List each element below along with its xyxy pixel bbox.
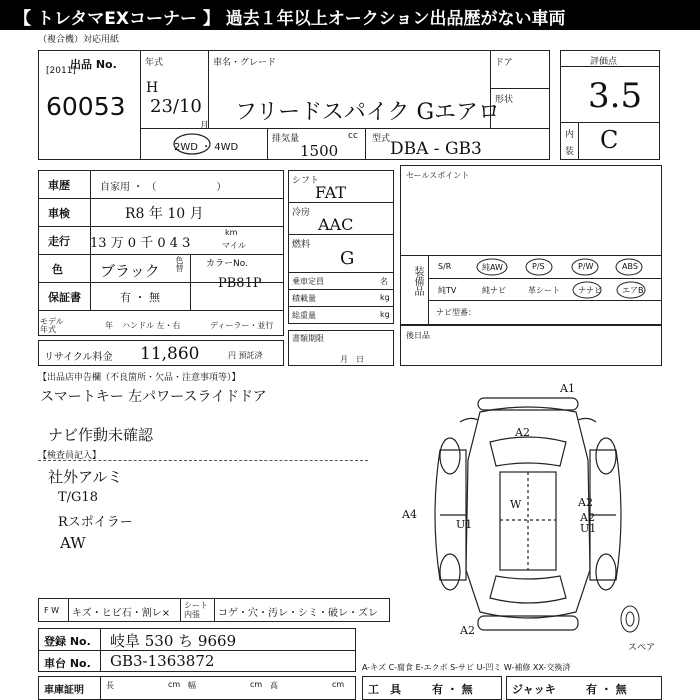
- diagram-mark-1: A1: [560, 382, 575, 395]
- diagram-windshield: [490, 437, 566, 466]
- dealer-options: ディーラー・並行: [210, 321, 274, 330]
- year-era: H: [146, 80, 159, 96]
- model-year-unit: 年: [105, 321, 113, 330]
- diagram-rear-window: [490, 576, 566, 603]
- equip-navi: 純ナビ: [482, 286, 506, 295]
- lot-label: 出品 No.: [70, 58, 117, 71]
- diagram-mark-9: A2: [460, 624, 475, 637]
- aircon-value: AAC: [318, 215, 354, 234]
- equip-tv: 純TV: [438, 286, 457, 295]
- load-unit: kg: [380, 293, 390, 302]
- equip-sr: S/R: [438, 262, 452, 271]
- color-no-label: カラーNo.: [206, 259, 248, 269]
- mileage-unit-km: km: [225, 228, 238, 237]
- diagram-mark-6: W: [510, 498, 522, 511]
- weight-unit: kg: [380, 310, 390, 319]
- color-side: 色替: [175, 256, 184, 272]
- fuel-label: 燃料: [292, 240, 311, 250]
- diagram-mark-4: A2: [580, 511, 595, 524]
- drive-text: 2WD ・ 4WD: [174, 142, 239, 153]
- year-label: 年式: [145, 58, 164, 68]
- post-date-label: 後日品: [406, 331, 430, 340]
- displacement-unit: cc: [348, 131, 358, 141]
- registration-value: 岐阜 530 ち 9669: [110, 632, 237, 650]
- equipment-row-2: [432, 281, 662, 301]
- inspector-label: 【検査員記入】: [38, 451, 102, 461]
- color-value: ブラック: [100, 262, 160, 280]
- diagram-mark-5: A4: [402, 508, 417, 521]
- navi-model-label: ナビ型番：: [436, 308, 476, 317]
- diagram-mark-2: A2: [515, 426, 530, 439]
- docs-deadline-label: 書類期限: [292, 334, 324, 343]
- spare-label: スペア: [628, 643, 656, 653]
- registration-label: 登録 No.: [44, 635, 91, 648]
- car-name-value: フリードスパイク Gエアロ: [235, 100, 501, 125]
- shift-value: FAT: [315, 183, 347, 202]
- diagram-mark-8: U1: [580, 522, 597, 535]
- spare-tire-icon: [618, 604, 642, 634]
- declaration-line-1: スマートキー 左パワースライドドア: [40, 389, 267, 405]
- post-date-box: [400, 325, 662, 366]
- aircon-label: 冷房: [292, 208, 311, 218]
- shape-label: 形状: [495, 95, 514, 105]
- recycle-label: リサイクル料金: [44, 352, 113, 363]
- equip-abs: ABS: [622, 262, 638, 271]
- model-label: 型式: [372, 134, 391, 144]
- cert-cell-2: cm: [168, 680, 181, 689]
- cert-cell-5: 高: [270, 681, 278, 690]
- car-name-label: 車名・グレード: [213, 58, 277, 68]
- weight-label: 総重量: [292, 311, 316, 320]
- diagram-wheel-rl: [440, 554, 460, 590]
- inspector-note-3: Rスポイラー: [58, 515, 133, 530]
- history-label: 車歴: [48, 179, 70, 192]
- equip-airbag: エアB: [622, 286, 644, 295]
- door-label: ドア: [495, 58, 513, 68]
- diagram-mark-7: U1: [456, 518, 473, 531]
- capacity-label: 乗車定員: [292, 277, 324, 286]
- tools-value: 有 ・ 無: [432, 683, 473, 696]
- equip-leather: 革シート: [528, 286, 560, 295]
- shift-label: シフト: [292, 176, 320, 186]
- recycle-unit: 円 預託済: [228, 351, 263, 360]
- load-label: 積載量: [292, 294, 316, 303]
- equip-ps: P/S: [532, 262, 545, 271]
- cert-cell-1: 長: [106, 681, 114, 690]
- cert-cell-6: cm: [332, 680, 345, 689]
- jack-label: ジャッキ: [512, 683, 556, 696]
- lot-number: 60053: [46, 92, 126, 121]
- inspection-value: R8 年 10 月: [125, 206, 204, 222]
- diagram-wheel-rr: [596, 554, 616, 590]
- drive-value: [150, 135, 265, 157]
- displacement-value: 1500: [300, 142, 339, 160]
- jack-value: 有 ・ 無: [586, 683, 627, 696]
- displacement-label: 排気量: [272, 134, 300, 144]
- diagram-mark-3: A2: [578, 496, 593, 509]
- damage-legend: A-キズ C-腐食 E-エクボ S-サビ U-凹ミ W-補修 XX-交換済: [362, 663, 571, 672]
- equip-navi2: ナナビ: [578, 286, 602, 295]
- year-value: 23/10: [150, 96, 202, 117]
- fuel-value: G: [340, 248, 355, 269]
- interior-label-1: 内: [565, 130, 575, 140]
- docs-deadline-unit: 月 日: [340, 355, 364, 364]
- history-options: 自家用 ・ （ ）: [100, 182, 227, 193]
- handle-options: ハンドル 左・右: [122, 321, 181, 330]
- cert-cell-4: cm: [250, 680, 263, 689]
- score-value: 3.5: [588, 76, 643, 116]
- certificate-box: [38, 676, 356, 700]
- fw-mid: シート内張: [184, 601, 208, 619]
- declaration-line-2: ナビ作動未確認: [48, 426, 154, 444]
- inspector-note-1: 社外アルミ: [48, 468, 123, 486]
- diagram-wheel-fl: [440, 438, 460, 474]
- sales-point-label: セールスポイント: [406, 171, 470, 180]
- lot-year-tag: [2011]: [46, 66, 76, 76]
- details-left: [38, 170, 284, 336]
- tools-label: 工 具: [368, 683, 401, 696]
- warranty-value: 有 ・ 無: [120, 291, 160, 304]
- equip-aw: 純AW: [482, 263, 503, 272]
- equip-pw: P/W: [578, 262, 594, 271]
- chassis-value: GB3-1363872: [110, 652, 215, 670]
- certificate-label: 車庫証明: [44, 685, 84, 696]
- color-label: 色: [52, 263, 63, 276]
- declaration-label: 【出品店申告欄（不良箇所・欠品・注意事項等）】: [38, 373, 241, 383]
- diagram-front-bumper: [478, 398, 578, 410]
- color-no-value: PB81P: [218, 276, 262, 291]
- interior-label-2: 装: [565, 147, 575, 157]
- mileage-unit-mile: マイル: [222, 241, 246, 250]
- model-year-label: モデル年式: [40, 317, 64, 334]
- interior-value: C: [600, 126, 619, 154]
- capacity-unit: 名: [380, 277, 388, 286]
- inspector-note-2: T/G18: [58, 490, 98, 505]
- year-month-suffix: 月: [200, 121, 210, 131]
- score-label: 評価点: [590, 57, 618, 67]
- mileage-value: 13 万 0 千 0 4 3: [90, 236, 191, 251]
- sales-point-box: [400, 165, 662, 325]
- mileage-label: 走行: [48, 235, 70, 248]
- equipment-label: 装備品: [412, 266, 423, 296]
- cert-cell-3: 幅: [188, 681, 196, 690]
- diagram-wheel-fr: [596, 438, 616, 474]
- subheader: （複合機）対応用紙: [38, 35, 120, 45]
- recycle-value: 11,860: [140, 344, 200, 364]
- inspection-label: 車検: [48, 207, 70, 220]
- warranty-label: 保証書: [48, 291, 81, 304]
- equipment-row-1: [432, 258, 662, 278]
- fw-label: F W: [44, 606, 60, 615]
- inspector-note-4: AW: [60, 534, 86, 552]
- fw-right: コゲ・穴・汚レ・シミ・破レ・ズレ: [218, 608, 378, 619]
- fw-left: キズ・ヒビ石・割レ×: [72, 608, 171, 619]
- banner-title: 【 トレタマEXコーナー 】 過去１年以上オークション出品歴がない車両: [14, 9, 566, 29]
- chassis-label: 車台 No.: [44, 657, 91, 670]
- model-value: DBA - GB3: [390, 139, 482, 159]
